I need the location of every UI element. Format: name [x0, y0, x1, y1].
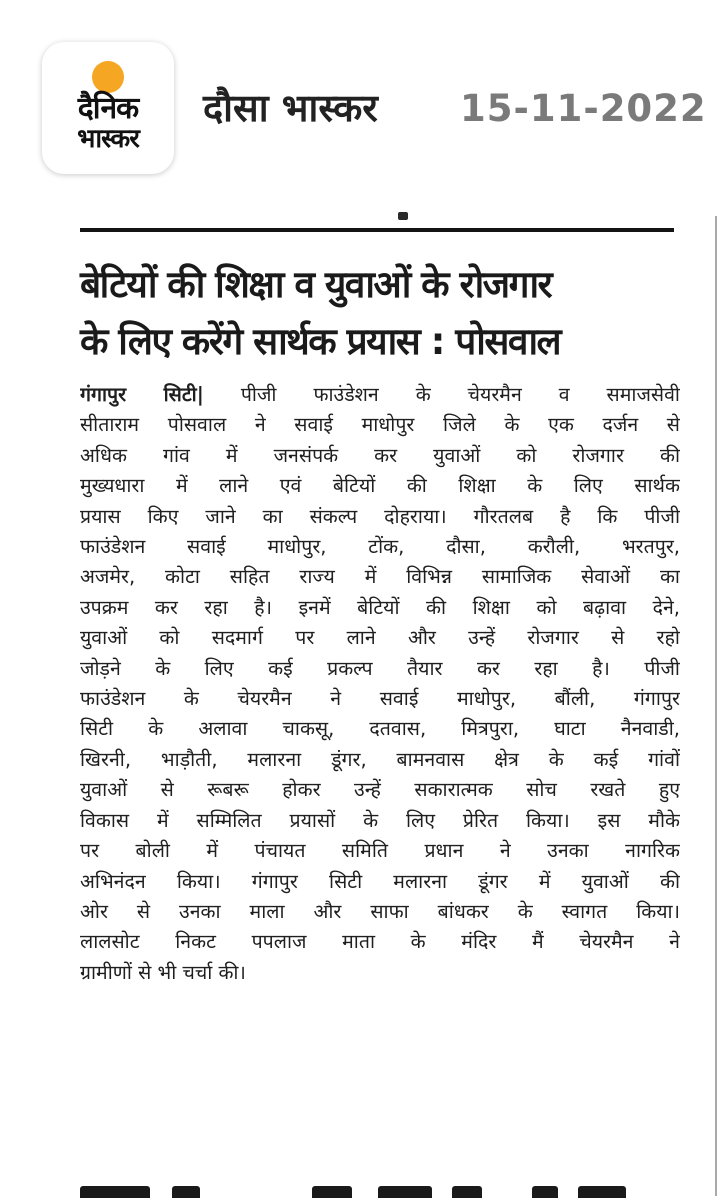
fragment-mark — [578, 1186, 626, 1198]
previous-article-fragment — [398, 212, 408, 220]
headline-line-2: के लिए करेंगे सार्थक प्रयास : पोसवाल — [80, 320, 561, 363]
fragment-mark — [452, 1186, 482, 1198]
body-line: उपक्रम कर रहा है। इनमें बेटियों की शिक्षा को बढ़ावा देने, — [80, 595, 680, 619]
fragment-mark — [532, 1186, 558, 1198]
fragment-mark — [378, 1186, 432, 1198]
body-line: लालसोट निकट पपलाज माता के मंदिर मैं चेयरमैन ने — [80, 930, 680, 954]
body-line: फाउंडेशन सवाई माधोपुर, टोंक, दौसा, करौली, भरतपुर, — [80, 535, 680, 559]
top-rule-divider — [80, 228, 674, 232]
body-line: मुख्यधारा में लाने एवं बेटियों की शिक्षा के लिए सार्थक — [80, 474, 680, 498]
body-line: फाउंडेशन के चेयरमैन ने सवाई माधोपुर, बौंली, गंगापुर — [80, 687, 680, 711]
fragment-mark — [312, 1186, 352, 1198]
body-line: ग्रामीणों से भी चर्चा की। — [80, 960, 246, 984]
body-line: युवाओं से रूबरू होकर उन्हें सकारात्मक सोच रखते हुए — [80, 778, 680, 802]
app-header — [0, 0, 721, 200]
news-clipping — [0, 200, 721, 1198]
headline-line-1: बेटियों की शिक्षा व युवाओं के रोजगार — [80, 263, 552, 306]
article-headline — [80, 256, 680, 370]
body-line: सिटी के अलावा चाकसू, दतवास, मित्रपुरा, घाटा नैनवाडी, — [80, 717, 680, 741]
fragment-mark — [172, 1186, 200, 1198]
body-line: खिरनी, भाड़ौती, मलारना डूंगर, बामनवास क्षेत्र के कई गांवों — [80, 747, 680, 771]
body-line: जोड़ने के लिए कई प्रकल्प तैयार कर रहा है। पीजी — [80, 656, 680, 680]
body-line: अभिनंदन किया। गंगापुर सिटी मलारना डूंगर में युवाओं की — [80, 869, 680, 893]
dateline: गंगापुर सिटी| — [80, 383, 204, 406]
body-line: ओर से उनका माला और साफा बांधकर के स्वागत किया। — [80, 899, 680, 923]
body-line: पर बोली में पंचायत समिति प्रधान ने उनका नागरिक — [80, 839, 680, 863]
body-line: प्रयास किए जाने का संकल्प दोहराया। गौरतलब है कि पीजी — [80, 504, 680, 528]
body-line-text: पीजी फाउंडेशन के चेयरमैन व समाजसेवी — [240, 383, 680, 406]
clipping-edge-divider — [715, 216, 717, 1196]
logo-text-line1: दैनिक — [77, 91, 139, 126]
body-line: युवाओं को सदमार्ग पर लाने और उन्हें रोजगार से रहो — [80, 626, 680, 650]
body-line: सीताराम पोसवाल ने सवाई माधोपुर जिले के एक दर्जन से — [80, 413, 680, 437]
edition-title: दौसा भास्कर — [203, 86, 378, 130]
body-line — [80, 380, 680, 410]
fragment-mark — [80, 1186, 150, 1198]
body-line: अधिक गांव में जनसंपर्क कर युवाओं को रोजगार की — [80, 443, 680, 467]
next-article-fragment — [80, 1178, 680, 1198]
sun-icon — [92, 61, 124, 93]
edition-date: 15-11-2022 — [460, 87, 707, 130]
dainik-bhaskar-logo[interactable] — [42, 42, 174, 174]
logo-text-line2: भास्कर — [77, 124, 139, 154]
body-line: विकास में सम्मिलित प्रयासों के लिए प्रेरित किया। इस मौके — [80, 808, 680, 832]
article-body — [80, 380, 680, 988]
body-line: अजमेर, कोटा सहित राज्य में विभिन्न सामाजिक सेवाओं का — [80, 565, 680, 589]
